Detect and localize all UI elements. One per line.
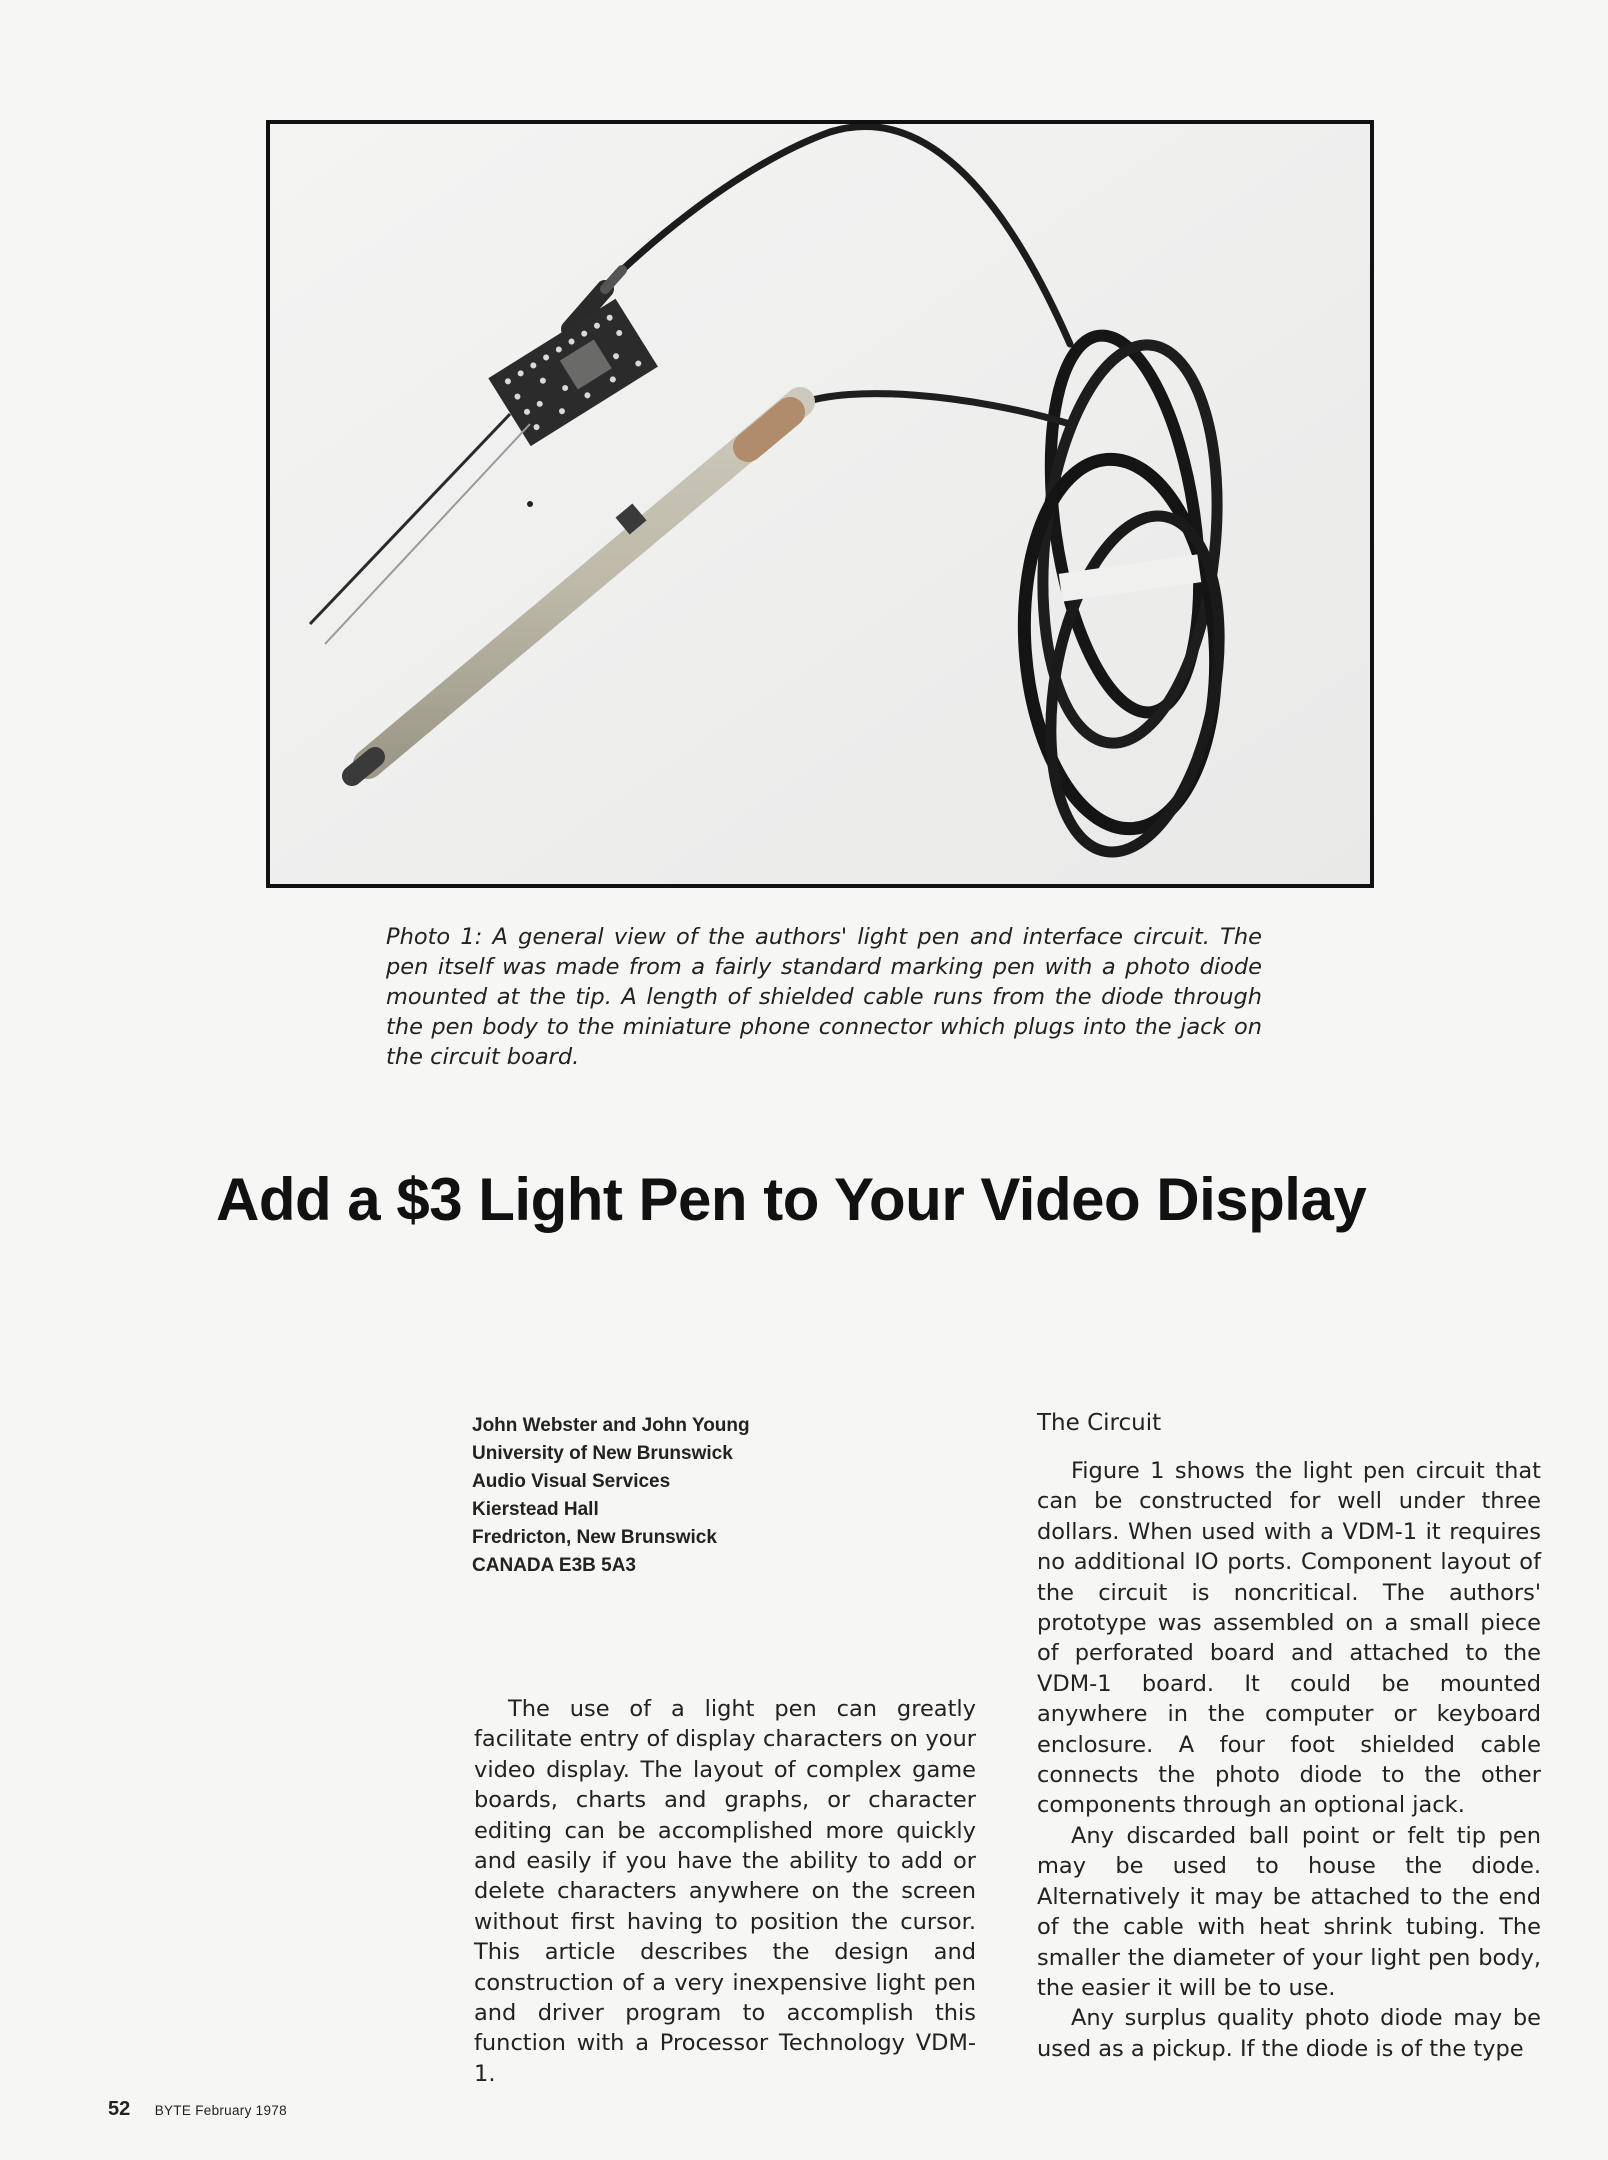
intro-paragraph: The use of a light pen can greatly facilitate entry of display characters on your video display. The layout of complex game boards, charts and graphs, or character editing can be accomplished more quickly and easily if you have the ability to add or delete characters anywhere on the screen without first having to position the cursor. This article describes the design and construction of a very inexpensive light pen and driver program to accomplish this function with a Processor Technology VDM-1. [474,1696,976,2087]
author-city: Fredricton, New Brunswick [472,1527,717,1548]
article-photo [266,120,1374,888]
page-number: 52 [108,2098,131,2120]
article-title: Add a $3 Light Pen to Your Video Display [216,1166,1367,1233]
author-building: Kierstead Hall [472,1499,599,1520]
author-names: John Webster and John Young [472,1415,750,1436]
author-department: Audio Visual Services [472,1471,671,1492]
page-footer [108,2098,287,2121]
photo-caption: Photo 1: A general view of the authors' light pen and interface circuit. The pen itself was made from a fairly standard marking pen with a photo diode mounted at the tip. A length of shielded cable runs from the diode through the pen body to the miniature phone connector which plugs into the jack on the circuit board. [386,924,1262,1070]
author-country-postal: CANADA E3B 5A3 [472,1555,636,1576]
circuit-column [1037,1408,1541,2064]
section-heading: The Circuit [1037,1410,1162,1436]
body-paragraph: Any surplus quality photo diode may be used as a pickup. If the diode is of the type [1037,2005,1541,2062]
intro-column [474,1694,976,2089]
author-university: University of New Brunswick [472,1443,733,1464]
light-pen-photo-icon [270,124,1370,884]
publication-line: BYTE February 1978 [154,2103,287,2118]
body-paragraph: Figure 1 shows the light pen circuit that can be constructed for well under three dollars. When used with a VDM-1 it requires no additional IO ports. Component layout of the circuit is noncritical. The authors' prototype was assembled on a small piece of perforated board and attached to the VDM-1 board. It could be mounted anywhere in the computer or keyboard enclosure. A four foot shielded cable connects the photo diode to the other components through an optional jack. [1037,1458,1541,1819]
body-paragraph: Any discarded ball point or felt tip pen may be used to house the diode. Alternatively it may be attached to the end of the cable with heat shrink tubing. The smaller the diameter of your light pen body, the easier it will be to use. [1037,1822,1541,2001]
author-address [472,1412,872,1580]
